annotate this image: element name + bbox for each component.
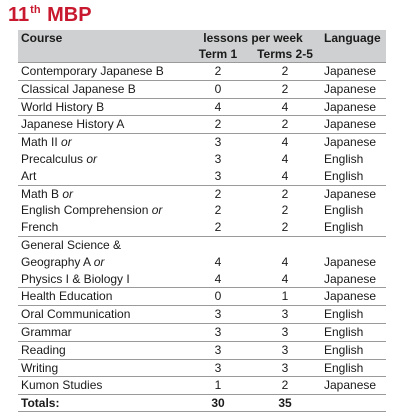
totals-blank [320, 395, 386, 411]
term1-lessons: 4 [214, 99, 222, 114]
terms2-5-lessons: 3 [281, 360, 289, 375]
course-name-cell [18, 134, 186, 151]
language-cell: Japanese [324, 81, 377, 96]
table-row [18, 271, 386, 288]
terms2-5-lessons: 3 [281, 324, 289, 339]
language-cell: English [324, 360, 364, 375]
course-name-cell [18, 99, 186, 116]
table-row [18, 116, 386, 133]
course-name: Geography A [21, 254, 91, 269]
course-name-cell [18, 168, 186, 185]
table-row [18, 219, 386, 236]
terms2-5-lessons: 2 [281, 117, 289, 132]
terms2-5-lessons: 4 [281, 151, 289, 166]
language-cell: Japanese [324, 289, 377, 304]
language-cell: English [324, 151, 364, 166]
course-name: Contemporary Japanese B [21, 64, 164, 78]
course-name: English Comprehension [21, 203, 149, 218]
terms2-5-lessons: 4 [281, 254, 289, 269]
table-body [18, 63, 386, 395]
course-name: Japanese History A [21, 117, 125, 132]
course-name-cell [18, 202, 186, 219]
header-row-1 [18, 30, 386, 46]
course-group [18, 288, 386, 306]
course-name: Math II [21, 135, 58, 150]
or-connector: or [151, 203, 163, 218]
course-name-cell [18, 271, 186, 288]
term1-lessons: 2 [214, 203, 222, 218]
language-cell: Japanese [324, 99, 377, 114]
page-title [8, 2, 92, 28]
table-row [18, 202, 386, 219]
course-name-cell [18, 360, 186, 377]
table-row [18, 134, 386, 151]
course-name-cell [18, 306, 186, 323]
term1-lessons: 3 [214, 307, 222, 322]
term1-lessons: 3 [214, 324, 222, 339]
header-row-2 [18, 46, 386, 62]
or-connector: or [86, 151, 98, 166]
totals-term1: 30 [211, 396, 225, 411]
course-name-cell [18, 116, 186, 133]
term1-lessons: 2 [214, 220, 222, 235]
course-group [18, 186, 386, 237]
course-name: Art [21, 168, 37, 183]
table-row [18, 151, 386, 168]
or-connector: or [61, 135, 72, 150]
course-name-cell [18, 324, 186, 341]
course-name: Math B [21, 186, 60, 201]
header-blank [18, 46, 186, 62]
term1-lessons: 3 [214, 135, 222, 150]
language-cell: Japanese [324, 186, 377, 201]
term1-lessons: 3 [214, 360, 222, 375]
course-group [18, 99, 386, 117]
terms2-5-lessons: 4 [281, 135, 289, 150]
language-cell: English [324, 324, 364, 339]
course-name-cell [18, 81, 186, 98]
terms2-5-lessons: 2 [281, 203, 289, 218]
language-cell: Japanese [324, 378, 377, 393]
language-cell [320, 237, 386, 254]
term1-lessons: 0 [214, 289, 222, 304]
course-name-cell [18, 288, 186, 305]
totals-terms2-5: 35 [278, 396, 292, 411]
terms2-5-lessons: 4 [281, 99, 289, 114]
course-name: Health Education [21, 289, 113, 304]
term1-lessons: 0 [214, 81, 222, 96]
course-group [18, 63, 386, 81]
term1-lessons: 2 [214, 64, 222, 78]
term1-lessons: 2 [214, 186, 222, 201]
term1-lessons [186, 237, 250, 254]
header-terms2-5: Terms 2-5 [257, 47, 313, 61]
course-group [18, 134, 386, 185]
language-cell: Japanese [324, 64, 377, 78]
language-cell: English [324, 168, 364, 183]
course-name: Classical Japanese B [21, 81, 136, 96]
header-blank-lang [320, 46, 386, 62]
title-number: 11 [8, 4, 30, 26]
term1-lessons: 2 [214, 117, 222, 132]
course-name: Reading [21, 342, 66, 357]
language-cell: English [324, 307, 364, 322]
course-name: General Science & [21, 237, 122, 252]
terms2-5-lessons: 2 [281, 220, 289, 235]
course-name-cell [18, 254, 186, 271]
language-cell: Japanese [324, 254, 377, 269]
term1-lessons: 4 [214, 271, 222, 286]
course-name: World History B [21, 99, 105, 114]
course-name-cell [18, 151, 186, 168]
course-name: Oral Communication [21, 307, 131, 322]
table-header [18, 30, 386, 63]
header-term1: Term 1 [198, 47, 238, 61]
course-name-cell [18, 186, 186, 203]
course-name: Writing [21, 360, 59, 375]
terms2-5-lessons: 3 [281, 342, 289, 357]
language-cell: Japanese [324, 135, 377, 150]
totals-row [18, 395, 386, 412]
term1-lessons: 1 [214, 378, 222, 393]
table-row [18, 81, 386, 98]
term1-lessons: 3 [214, 168, 222, 183]
table-row [18, 288, 386, 305]
course-group [18, 377, 386, 395]
title-program: MBP [47, 4, 92, 26]
language-cell: English [324, 220, 364, 235]
table-row [18, 342, 386, 359]
language-cell: Japanese [324, 271, 377, 286]
table-row [18, 254, 386, 271]
or-connector: or [62, 186, 74, 201]
course-name: Kumon Studies [21, 378, 103, 393]
language-cell: Japanese [324, 117, 377, 132]
header-course: Course [21, 31, 63, 45]
table-row [18, 186, 386, 203]
terms2-5-lessons: 4 [281, 168, 289, 183]
course-group [18, 324, 386, 342]
title-ordinal-suffix: th [30, 4, 41, 16]
term1-lessons: 4 [214, 254, 222, 269]
table-row [18, 377, 386, 394]
course-group [18, 81, 386, 99]
course-name-cell [18, 237, 186, 254]
course-name-cell [18, 219, 186, 236]
term1-lessons: 3 [214, 151, 222, 166]
course-name-cell [18, 377, 186, 394]
language-cell: English [324, 342, 364, 357]
terms2-5-lessons: 3 [281, 307, 289, 322]
term1-lessons: 3 [214, 342, 222, 357]
terms2-5-lessons [250, 237, 320, 254]
table-row [18, 306, 386, 323]
course-group [18, 360, 386, 378]
totals-label: Totals: [21, 396, 60, 411]
course-group [18, 237, 386, 288]
terms2-5-lessons: 4 [281, 271, 289, 286]
course-name-cell [18, 63, 186, 80]
terms2-5-lessons: 1 [281, 289, 289, 304]
table-row [18, 360, 386, 377]
course-name: Precalculus [21, 151, 84, 166]
course-group [18, 306, 386, 324]
terms2-5-lessons: 2 [281, 186, 289, 201]
table-row [18, 99, 386, 116]
table-row [18, 63, 386, 80]
header-lessons-per-week: lessons per week [203, 31, 303, 45]
course-name: Physics I & Biology I [21, 271, 130, 286]
table-row [18, 324, 386, 341]
terms2-5-lessons: 2 [281, 81, 289, 96]
or-connector: or [93, 254, 105, 269]
course-group [18, 342, 386, 360]
table-row [18, 237, 386, 254]
course-name: French [21, 220, 59, 235]
table-row [18, 168, 386, 185]
course-group [18, 116, 386, 134]
terms2-5-lessons: 2 [281, 378, 289, 393]
language-cell: English [324, 203, 364, 218]
course-table [18, 30, 386, 412]
course-name-cell [18, 342, 186, 359]
header-language: Language [324, 31, 381, 45]
course-name: Grammar [21, 324, 72, 339]
terms2-5-lessons: 2 [281, 64, 289, 78]
